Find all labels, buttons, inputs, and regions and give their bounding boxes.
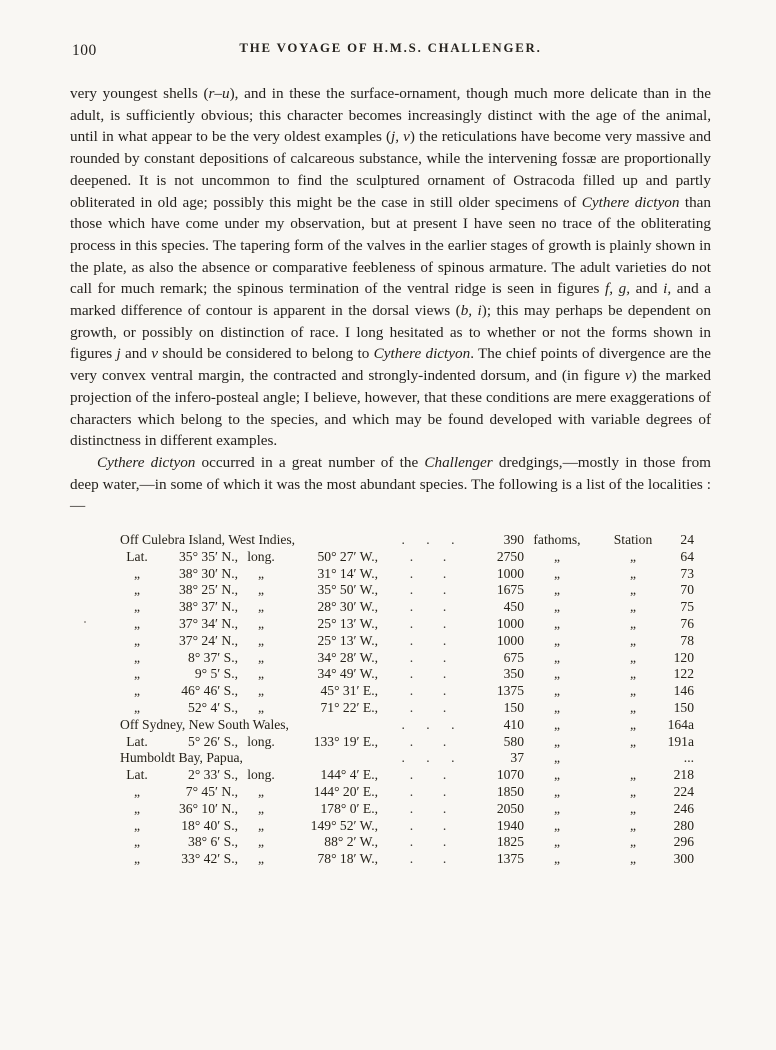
locality-location <box>120 734 380 750</box>
locality-location <box>120 784 380 800</box>
leader-dot: . <box>409 834 414 850</box>
lat-prefix: „ <box>133 834 141 850</box>
locality-row <box>120 851 711 868</box>
depth-value: 1000 <box>496 616 524 632</box>
depth-unit: „ <box>553 565 561 581</box>
station-prefix: „ <box>629 767 637 783</box>
locality-row <box>120 549 711 566</box>
dot-leaders <box>380 818 476 834</box>
long-prefix: long. <box>247 733 275 749</box>
leader-dot: . <box>442 800 447 816</box>
lat-prefix: Lat. <box>126 548 148 564</box>
station-number: 70 <box>680 582 694 598</box>
leader-dot: . <box>442 683 447 699</box>
latitude-value: 37° 34′ N., <box>178 616 238 632</box>
longitude-value: 133° 19′ E., <box>313 733 378 749</box>
depth-value: 1000 <box>496 632 524 648</box>
italic-text: v <box>151 345 158 363</box>
station-number: 280 <box>673 817 694 833</box>
depth-unit: „ <box>553 632 561 648</box>
station-prefix: „ <box>629 582 637 598</box>
depth-unit: „ <box>553 800 561 816</box>
leader-dot: . <box>409 649 414 665</box>
latitude-value: 9° 5′ S., <box>194 666 238 682</box>
leader-dot: . <box>451 532 455 548</box>
latitude-value: 38° 30′ N., <box>178 565 238 581</box>
dot-leaders <box>380 683 476 699</box>
depth-value: 1675 <box>496 582 524 598</box>
long-prefix: „ <box>257 851 265 867</box>
leader-dot: . <box>426 750 430 766</box>
italic-text: r–u <box>208 85 230 102</box>
depth-unit: fathoms, <box>533 532 581 548</box>
long-prefix: „ <box>257 565 265 581</box>
dot-leaders <box>380 666 476 682</box>
latitude-value: 33° 42′ S., <box>181 851 238 867</box>
longitude-value: 28° 30′ W., <box>317 599 378 615</box>
leader-dot: . <box>442 851 447 867</box>
latitude-value: 7° 45′ N., <box>185 784 238 800</box>
ink-speck-artifact <box>84 621 86 623</box>
italic-text: Cythere dictyon <box>97 453 196 471</box>
leader-dot: . <box>426 532 430 548</box>
depth-value: 350 <box>503 666 524 682</box>
longitude-value: 178° 0′ E., <box>320 800 378 816</box>
page-header <box>70 41 711 61</box>
longitude-value: 35° 50′ W., <box>317 582 378 598</box>
station-number: 164a <box>667 716 694 732</box>
locality-location <box>120 532 380 548</box>
locality-location <box>120 633 380 649</box>
body-text: than those which have come under my observation, but at present I have seen no trace of the obliterating process in this species. The tapering form of the valves in the earlier stages of growth is plainly shown in the plate, as also the absence or comparative feebleness of spinous armature. The adult varieties do not call for much remark; the spinous termination of the ventral ridge is seen in figures <box>70 193 712 298</box>
leader-dot: . <box>409 599 414 615</box>
body-paragraphs <box>70 83 711 517</box>
depth-value: 1375 <box>496 683 524 699</box>
depth-unit: „ <box>553 683 561 699</box>
leader-dot: . <box>409 767 414 783</box>
depth-unit: „ <box>553 817 561 833</box>
long-prefix: „ <box>257 666 265 682</box>
station-prefix: „ <box>629 817 637 833</box>
latitude-value: 8° 37′ S., <box>188 649 238 665</box>
locality-location <box>120 851 380 867</box>
long-prefix: „ <box>257 683 265 699</box>
lat-prefix: „ <box>133 599 141 615</box>
locality-location <box>120 750 380 766</box>
depth-value: 1825 <box>496 834 524 850</box>
dot-leaders <box>380 734 476 750</box>
station-number: 218 <box>673 767 694 783</box>
location-name: Off Sydney, New South Wales, <box>120 716 289 732</box>
locality-location <box>120 566 380 582</box>
depth-unit: „ <box>553 700 561 716</box>
running-title: THE VOYAGE OF H.M.S. CHALLENGER. <box>239 41 542 55</box>
locality-location <box>120 650 380 666</box>
depth-value: 675 <box>503 649 524 665</box>
leader-dot: . <box>409 733 414 749</box>
station-prefix: „ <box>629 616 637 632</box>
page-number: 100 <box>72 42 97 59</box>
depth-unit: „ <box>553 666 561 682</box>
leader-dot: . <box>442 632 447 648</box>
paragraph <box>70 452 711 517</box>
leader-dot: . <box>409 666 414 682</box>
locality-row <box>120 818 711 835</box>
depth-value: 2750 <box>496 548 524 564</box>
depth-value: 1375 <box>496 851 524 867</box>
depth-value: 580 <box>503 733 524 749</box>
leader-dot: . <box>442 582 447 598</box>
leader-dot: . <box>409 632 414 648</box>
station-number: 78 <box>680 632 694 648</box>
lat-prefix: „ <box>133 851 141 867</box>
long-prefix: „ <box>257 599 265 615</box>
depth-unit: „ <box>553 616 561 632</box>
depth-unit: „ <box>553 649 561 665</box>
station-number: ... <box>683 750 694 766</box>
body-text: . The chief points of divergence are the very convex ventral margin, the contracted and strongly-indented dorsum, and (in figure <box>70 345 711 385</box>
locality-location <box>120 683 380 699</box>
longitude-value: 144° 20′ E., <box>313 784 378 800</box>
longitude-value: 71° 22′ E., <box>320 700 378 716</box>
leader-dot: . <box>442 548 447 564</box>
italic-text: Challenger <box>424 453 493 471</box>
locality-location <box>120 700 380 716</box>
depth-unit: „ <box>553 548 561 564</box>
dot-leaders <box>380 767 476 783</box>
locality-row <box>120 750 711 767</box>
dot-leaders <box>380 834 476 850</box>
locality-location <box>120 549 380 565</box>
leader-dot: . <box>401 750 405 766</box>
long-prefix: „ <box>257 700 265 716</box>
locality-row <box>120 650 711 667</box>
italic-text: b, i <box>460 302 482 320</box>
body-text: occurred in a great number of the <box>195 453 425 471</box>
locality-location <box>120 582 380 598</box>
depth-unit: „ <box>553 834 561 850</box>
leader-dot: . <box>442 599 447 615</box>
latitude-value: 52° 4′ S., <box>188 700 238 716</box>
depth-value: 450 <box>503 599 524 615</box>
italic-text: j <box>116 345 121 363</box>
body-text: very youngest shells ( <box>70 85 209 102</box>
lat-prefix: Lat. <box>126 767 148 783</box>
station-prefix: „ <box>629 700 637 716</box>
long-prefix: „ <box>257 817 265 833</box>
italic-text: Cythere dictyon <box>373 345 471 363</box>
depth-unit: „ <box>553 582 561 598</box>
depth-value: 1850 <box>496 784 524 800</box>
dot-leaders <box>380 700 476 716</box>
location-name: Off Culebra Island, West Indies, <box>120 532 296 548</box>
station-number: 300 <box>673 851 694 867</box>
longitude-value: 31° 14′ W., <box>317 565 378 581</box>
locality-row <box>120 582 711 599</box>
station-prefix: Station <box>613 532 653 548</box>
locality-row <box>120 700 711 717</box>
locality-row <box>120 784 711 801</box>
locality-row <box>120 666 711 683</box>
longitude-value: 50° 27′ W., <box>317 548 378 564</box>
station-number: 296 <box>673 834 694 850</box>
latitude-value: 2° 33′ S., <box>188 767 238 783</box>
long-prefix: „ <box>257 784 265 800</box>
depth-value: 2050 <box>496 800 524 816</box>
leader-dot: . <box>442 834 447 850</box>
longitude-value: 34° 28′ W., <box>317 649 378 665</box>
station-number: 224 <box>673 784 694 800</box>
station-prefix: „ <box>629 649 637 665</box>
long-prefix: „ <box>257 616 265 632</box>
italic-text: i, <box>663 280 672 298</box>
locality-location <box>120 818 380 834</box>
leader-dot: . <box>409 800 414 816</box>
italic-text: Cythere dictyon <box>581 193 680 211</box>
leader-dot: . <box>451 750 455 766</box>
station-prefix: „ <box>629 851 637 867</box>
depth-unit: „ <box>553 716 561 732</box>
localities-table <box>120 532 711 868</box>
latitude-value: 5° 26′ S., <box>188 733 238 749</box>
locality-row <box>120 767 711 784</box>
depth-unit: „ <box>553 851 561 867</box>
leader-dot: . <box>442 817 447 833</box>
leader-dot: . <box>409 817 414 833</box>
station-number: 246 <box>673 800 694 816</box>
depth-value: 390 <box>503 532 524 548</box>
longitude-value: 25° 13′ W., <box>317 616 378 632</box>
station-prefix: „ <box>629 683 637 699</box>
leader-dot: . <box>442 733 447 749</box>
station-number: 24 <box>680 532 694 548</box>
locality-row <box>120 734 711 751</box>
body-text: ) the marked projection of the infero-posteal angle; I believe, however, that these conditions are mere exaggerations of characters which belong to the species, and which may be found developed with variable degrees of distinctness in different examples. <box>70 367 711 450</box>
lat-prefix: „ <box>133 800 141 816</box>
station-prefix: „ <box>629 716 637 732</box>
locality-row <box>120 532 711 549</box>
body-text: and <box>120 345 152 363</box>
latitude-value: 38° 6′ S., <box>188 834 238 850</box>
lat-prefix: „ <box>133 565 141 581</box>
lat-prefix: „ <box>133 817 141 833</box>
leader-dot: . <box>442 649 447 665</box>
body-text: ) the reticulations have become very massive and rounded by constant depositions of calcareous substance, while the intervening fossæ are proportionally deepened. It is not uncommon to find the sculptured ornament of Ostracoda filled up and partly obliterated in old age; possibly this might be the case in still older specimens of <box>70 128 712 211</box>
station-number: 73 <box>680 565 694 581</box>
long-prefix: „ <box>257 649 265 665</box>
depth-unit: „ <box>553 599 561 615</box>
body-text: and <box>630 280 664 298</box>
leader-dot: . <box>409 582 414 598</box>
location-name: Humboldt Bay, Papua, <box>120 750 243 766</box>
long-prefix: „ <box>257 632 265 648</box>
depth-value: 1940 <box>496 817 524 833</box>
locality-row <box>120 616 711 633</box>
lat-prefix: „ <box>133 632 141 648</box>
depth-value: 410 <box>503 716 524 732</box>
dot-leaders <box>380 801 476 817</box>
leader-dot: . <box>409 616 414 632</box>
italic-text: j, v <box>391 128 410 146</box>
lat-prefix: Lat. <box>126 733 148 749</box>
body-text: ), and in these the surface-ornament, though much more delicate than in the adult, is sufficiently obvious; this character becomes increasingly distinct with the age of the animal, until in what appear to be the very oldest examples ( <box>70 85 711 146</box>
locality-location <box>120 717 380 733</box>
station-number: 191a <box>667 733 694 749</box>
leader-dot: . <box>442 616 447 632</box>
latitude-value: 35° 35′ N., <box>178 548 238 564</box>
body-text: should be considered to belong to <box>158 345 374 363</box>
lat-prefix: „ <box>133 683 141 699</box>
depth-unit: „ <box>553 733 561 749</box>
locality-row <box>120 683 711 700</box>
station-prefix: „ <box>629 632 637 648</box>
leader-dot: . <box>401 716 405 732</box>
locality-row <box>120 834 711 851</box>
locality-row <box>120 599 711 616</box>
lat-prefix: „ <box>133 784 141 800</box>
locality-location <box>120 834 380 850</box>
station-number: 64 <box>680 548 694 564</box>
locality-row <box>120 717 711 734</box>
depth-value: 37 <box>510 750 524 766</box>
locality-location <box>120 666 380 682</box>
station-number: 146 <box>673 683 694 699</box>
dot-leaders <box>380 717 476 733</box>
station-prefix: „ <box>629 800 637 816</box>
depth-unit: „ <box>553 767 561 783</box>
leader-dot: . <box>442 784 447 800</box>
station-number: 75 <box>680 599 694 615</box>
locality-location <box>120 801 380 817</box>
station-prefix: „ <box>629 666 637 682</box>
longitude-value: 78° 18′ W., <box>317 851 378 867</box>
dot-leaders <box>380 633 476 649</box>
latitude-value: 37° 24′ N., <box>178 632 238 648</box>
locality-location <box>120 767 380 783</box>
station-prefix: „ <box>629 565 637 581</box>
station-number: 120 <box>673 649 694 665</box>
dot-leaders <box>380 566 476 582</box>
longitude-value: 45° 31′ E., <box>320 683 378 699</box>
depth-value: 150 <box>503 700 524 716</box>
station-number: 150 <box>673 700 694 716</box>
station-number: 76 <box>680 616 694 632</box>
leader-dot: . <box>442 666 447 682</box>
dot-leaders <box>380 784 476 800</box>
leader-dot: . <box>442 700 447 716</box>
depth-value: 1070 <box>496 767 524 783</box>
leader-dot: . <box>442 767 447 783</box>
dot-leaders <box>380 549 476 565</box>
latitude-value: 36° 10′ N., <box>178 800 238 816</box>
station-prefix: „ <box>629 834 637 850</box>
leader-dot: . <box>426 716 430 732</box>
italic-text: v <box>625 367 632 385</box>
latitude-value: 38° 37′ N., <box>178 599 238 615</box>
leader-dot: . <box>409 548 414 564</box>
locality-location <box>120 599 380 615</box>
page-content <box>70 83 711 868</box>
station-prefix: „ <box>629 599 637 615</box>
leader-dot: . <box>442 565 447 581</box>
latitude-value: 46° 46′ S., <box>181 683 238 699</box>
lat-prefix: „ <box>133 582 141 598</box>
lat-prefix: „ <box>133 649 141 665</box>
long-prefix: „ <box>257 800 265 816</box>
longitude-value: 34° 49′ W., <box>317 666 378 682</box>
leader-dot: . <box>409 683 414 699</box>
locality-row <box>120 566 711 583</box>
depth-unit: „ <box>553 784 561 800</box>
leader-dot: . <box>409 784 414 800</box>
leader-dot: . <box>451 716 455 732</box>
long-prefix: „ <box>257 582 265 598</box>
body-text: and a marked difference of contour is apparent in the dorsal views ( <box>70 280 711 320</box>
dot-leaders <box>380 582 476 598</box>
locality-location <box>120 616 380 632</box>
locality-row <box>120 801 711 818</box>
station-prefix: „ <box>629 733 637 749</box>
longitude-value: 149° 52′ W., <box>310 817 378 833</box>
body-text: ); this may perhaps be dependent on growth, or possibly on distinction of race. I long hesitated as to whether or not the forms shown in figures <box>70 302 711 363</box>
long-prefix: long. <box>247 767 275 783</box>
dot-leaders <box>380 616 476 632</box>
leader-dot: . <box>409 851 414 867</box>
dot-leaders <box>380 750 476 766</box>
italic-text: f, g, <box>605 280 631 298</box>
lat-prefix: „ <box>133 616 141 632</box>
longitude-value: 25° 13′ W., <box>317 632 378 648</box>
leader-dot: . <box>401 532 405 548</box>
dot-leaders <box>380 532 476 548</box>
depth-value: 1000 <box>496 565 524 581</box>
lat-prefix: „ <box>133 700 141 716</box>
dot-leaders <box>380 650 476 666</box>
leader-dot: . <box>409 700 414 716</box>
paragraph <box>70 83 711 452</box>
long-prefix: long. <box>247 548 275 564</box>
body-text: dredgings,—mostly in those from deep water,—in some of which it was the most abundant species. The following is a list of the localities :— <box>70 453 711 515</box>
dot-leaders <box>380 851 476 867</box>
station-number: 122 <box>673 666 694 682</box>
depth-unit: „ <box>553 750 561 766</box>
station-prefix: „ <box>629 548 637 564</box>
latitude-value: 38° 25′ N., <box>178 582 238 598</box>
lat-prefix: „ <box>133 666 141 682</box>
locality-row <box>120 633 711 650</box>
longitude-value: 88° 2′ W., <box>324 834 378 850</box>
station-prefix: „ <box>629 784 637 800</box>
dot-leaders <box>380 599 476 615</box>
longitude-value: 144° 4′ E., <box>320 767 378 783</box>
leader-dot: . <box>409 565 414 581</box>
latitude-value: 18° 40′ S., <box>181 817 238 833</box>
long-prefix: „ <box>257 834 265 850</box>
